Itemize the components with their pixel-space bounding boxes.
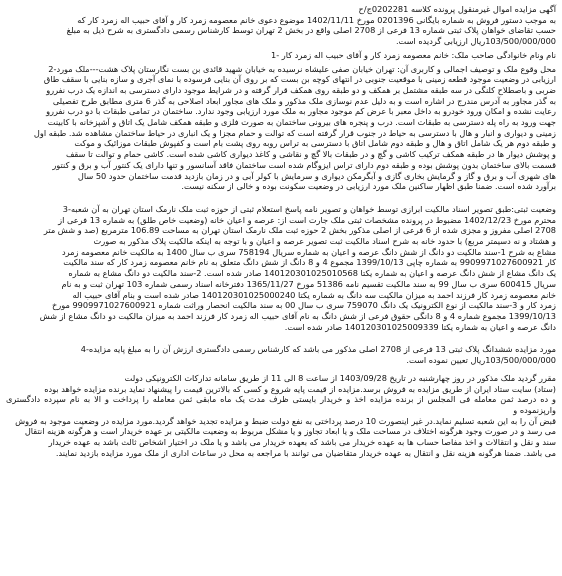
owners-line: نام ونام خانوادگی صاحب ملک: خانم معصومه زمرد کار و آقای حبیب اله زمرد کار -1	[271, 49, 556, 60]
notice-intro: به موجب دستور فروش به شماره بایگانی 0201396 مورخ 1402/11/11 موضوع دعوی خانم معصومه زمرد کار و آقای حبیب اله زمرد کار که حسب تقاضای خواهان پلاک ثبتی شماره 13 فرعی از 2708 اصلی واقع در بخش 2 تهران توسط کارشناس رسمی دادگستری به شرح ذیل به مبلغ 103/500/000/000ریال ارزیابی گردیده است.	[66, 14, 556, 47]
registration-status: وضعیت ثبتی:طبق تصویر اسناد مالکیت ابرازی توسط خواهان و تصویر نامه پاسخ استعلام ثبتی از حوزه ثبت ملک نارمک استان تهران به آن شعبه-3 محترم مورخ 1402/12/23 مضبوط در پرونده مشخصات ثبتی ملک جارت است از: عرصه و اعیان خانه (وضعیت خاص طلق) به شماره 13 فرعی از 2708 اصلی مفروز و مجزی شده از 6 فرعی از اصلی مذکور بخش 2 حوزه ثبت ملک نارمک استان تهران به مساحت 106.89 مترمربع (صد و شش متر و هشتاد و نه دسیمتر مربع) با حدود خانه به شرح اسناد مالکیت ثبت تصویر عرصه و اعیان و با توجه به اینکه مالکیت پلاک مذکور به صورت مشاع به شرح 1-سند مالکیت دو دانگ از شش دانگ عرصه و اعیان به شماره سریال 758194 سری ب سال 1400 به مالکیت خانم معصومه زمرد کار 9909971027600921 به شماره چاپی 1399/10/13 مجموع 4 و 8 دانگ از شش دانگ متعلق به نام خانم معصومه زمرد کار که سند مالکیت یک دانگ مشاع از شش دانگ عرصه و اعیان به شماره یکتا 140120301025010568 صادر شده است. 2-سند مالکیت دو دانگ مشاع به شماره سریال 600415 سری ب سال 99 به سند مالکیت تقسیم نامه 51386 مورخ 1365/11/27 دفترخانه اسناد رسمی شماره 103 تهران ثبت و به نام خانم معصومه زمرد کار فرزند احمد به میزان مالکیت سه دانگ به شماره یکتا 140120301025000240 صادر شده است و بنام آقای حبیب اله زمرد کار و 3-سند مالکیت از نوع الکترونیک یک دانگ 759070 سری ب سال 00 به سند مالکیت انحصار وراثت شماره 9909971027600921 مورخ 1399/10/13 مجموع شماره 4 و 8 دانگی حقوق فرعی از شش دانگ به نام آقای حبیب اله زمرد کار فرزند احمد به میزان مالکیت دو دانگ مشاع از شش دانگ عرصه و اعیان به شماره یکتا 140120301025009339 صادر شده است.	[39, 203, 556, 332]
property-description: محل وقوع ملک و توصیف اجمالی و کاربری آن: تهران خیابان صفی علیشاه نرسیده به خیابان شهید قائدی بن بست نگارستان پلاک هشت---ملک مورد-2 ارزیابی در وضعیت موجود قطعه زمینی با موقعیت جنوبی در انتهای کوچه بن بست که بر روی آن بنایی فرسوده با نمای آجری و سازه بنایی با سقف طاق ضربی و باصطلاح کلنگی در سه طبقه مشتمل بر همکف و دو طبقه روی همکف قرار گرفته و در شرایط موجود دارای دسترسی به اندازه یک درب نفررو به گذر مجاور به آدرس مندرج در اشاره است و به دلیل عدم نوسازی ملک مذکور و ملک های مجاور ابعاد اصلاحی به گذر 6 متری مطابق طرح تفصیلی رعایت نشده و امکان ورود خودرو به داخل معبر با عرض کم موجود مجاور به ملک مورد ارزیابی وجود ندارد. ساختمان در تمامی طبقات با دو درب نفررو جهت ورود به راه پله دسترسی به طبقات است. درب و پنجره های بیرونی ساختمان به صورت فلزی و طبقه همکف شامل یک اتاق و آشپزخانه با کابینت زمینی و دیواری و انبار و هال با دسترسی به حیاط در جنوب قرار گرفته است که توالت و حمام مجزا و یک انباری در حیاط ساختمان مشاهده شد. طبقه اول و طبقه دوم هر یک شامل اتاق و هال و طبقه دوم شامل اتاق با دسترسی به تراس روبه روی پشت بام است و کفپوش طبقات موزائیک و موکت و پوشش دیوار ها در طبقه همکف ترکیب کاشی و گچ و در طبقات بالا گچ و نقاشی و کاغذ دیواری کاشی شده است. کاشی حمام و توالت تا سقف قسمت بالای ساختمان بدون پوشش بوده و طبقه دوم دارای تراس ایزوگام شده است ساختمان فاقد آسانسور و تنها دارای یک کنتور آب و برق و کنتور های شهری آب و برق و گاز و گرمایش بخاری گازی و آبگرمکن دیواری و سرمایش با کولر آبی و در زمان بازدید قدمت ساختمان حدود 50 سال برآورد شده است. ضمنا طبق اظهار ساکنین ملک مورد ارزیابی در وضعیت سکونت بوده و خالی از سکنه نیست.	[33, 63, 556, 192]
auction-terms: مقرر گردید ملک مذکور در روز چهارشنبه در تاریخ 1403/09/28 از ساعت 8 الی 11 از طریق سامانه تدارکات الکترونیکی دولت (ستاد) سایت ستاد ایران از طریق مزایده به فروش برسد.مزایده از قیمت پایه شروع و کسی که بالاترین قیمت را پیشنهاد نماید برنده مزایده خواهد بوده و ده درصد ثمن معامله فی المجلس از برنده مزایده اخذ و خریدار بایستی ظرف مدت یک ماه مابقی ثمن معامله را پرداخت و الا به نام سپرده دادگستری وارپزنموده و قبض آن را به این شعبه تسلیم نماید.در غیر اینصورت 10 درصد پرداختی به نفع دولت ضبط و مزایده تجدید خواهد گردید.مورد مزایده در وضعیت موجود به فروش می رسد و در صورت وجود هرگونه اختلاف در مساحت ملک و یا ابعاد تجاوز و یا مشکل مربوط به وضعیت مالکیتی بر عهده خریدار است و هرگونه هزینه انتقال سند و نقل و انتقالات و اخذ مفاصا حساب ها به عهده خریدار می باشد که بعهده خریدار می باشد و یا ملک در اختیار اشخاص ثالث باشد به عهده خریدار می باشد. ضمنا هرگونه هزینه نقل و انتقال به عهده خریدار متقاضیان می توانند با مراجعه به محل در ساعات اداری از ملک مورد مزایده بازدید نمایند.	[6, 372, 556, 458]
notice-title: آگهی مزایده اموال غیرمنقول پرونده کلاسه 0202281ج/ح	[358, 4, 556, 14]
valuation-paragraph: مورد مزایده ششدانگ پلاک ثبتی 13 فرعی از 2708 اصلی مذکور می باشد که کارشناس رسمی دادگستری ارزش آن را به مبلغ پایه مزایده-4 103/500/000/000ریال تعیین نموده است.	[80, 344, 556, 366]
